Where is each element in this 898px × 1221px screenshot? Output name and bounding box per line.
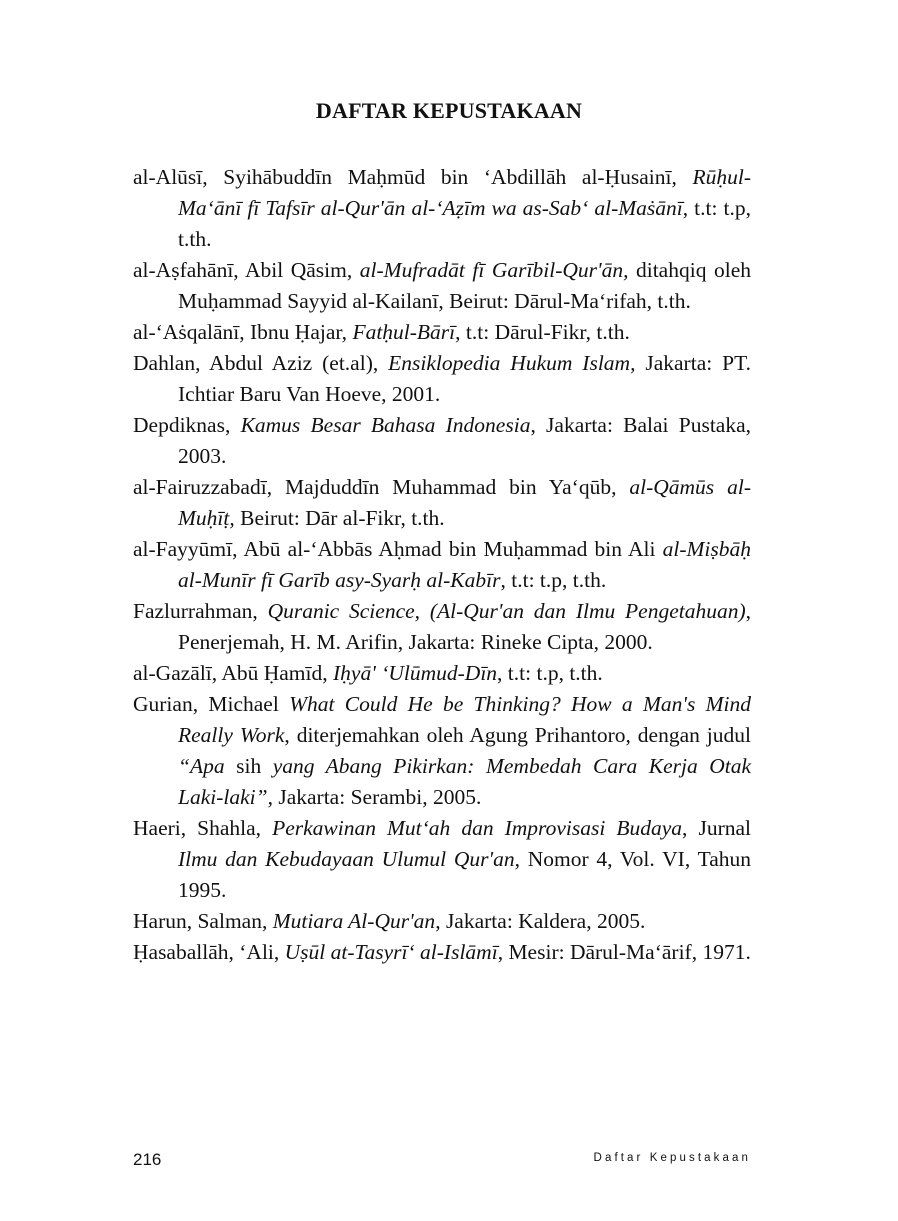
bibliography-entry <box>133 534 751 596</box>
entry-text: Fazlurrahman, <box>133 599 268 623</box>
entry-text: , Jurnal <box>682 816 751 840</box>
bibliography-entry <box>133 317 751 348</box>
entry-text: , Jakarta: Balai Pustaka, 2003. <box>178 413 752 468</box>
entry-title-text: Fatḥul-Bārī <box>352 320 456 344</box>
entry-text: al-Fairuzzabadī, Majduddīn Muhammad bin Ya‘qūb, <box>133 475 630 499</box>
entry-text: , Nomor 4, Vol. VI, Tahun 1995. <box>178 847 752 902</box>
entry-title-text: Ilmu dan Kebudayaan Ulumul Qur'an <box>178 847 515 871</box>
bibliography-entry <box>133 689 751 813</box>
bibliography-entry <box>133 596 751 658</box>
entry-text: al-Fayyūmī, Abū al-‘Abbās Aḥmad bin Muḥammad bin Ali <box>133 537 663 561</box>
entry-text: al-Alūsī, Syihābuddīn Maḥmūd bin ‘Abdillāh al-Ḥusainī, <box>133 165 693 189</box>
bibliography-entry <box>133 906 751 937</box>
bibliography-entry <box>133 348 751 410</box>
entry-title-text: al-Mufradāt fī Garībil-Qur'ān, <box>359 258 629 282</box>
entry-text: Beirut: Dār al-Fikr, t.th. <box>234 506 445 530</box>
entry-text: Jakarta: PT. Ichtiar Baru Van Hoeve, 2001. <box>178 351 751 406</box>
entry-text: , diterjemahkan oleh Agung Prihantoro, dengan judul <box>284 723 751 747</box>
page-number: 216 <box>133 1150 162 1169</box>
entry-text: al-Aṣfahānī, Abil Qāsim, <box>133 258 360 282</box>
entry-text: ditahqiq oleh Muḥammad Sayyid al-Kailanī, Beirut: Dārul-Ma‘rifah, t.th. <box>178 258 751 313</box>
entry-text: al-‘Aṡqalānī, Ibnu Ḥajar, <box>133 320 353 344</box>
page-title: DAFTAR KEPUSTAKAAN <box>315 98 583 123</box>
entry-title-text: What Could He be Thinking? How a Man's Mind Really Work <box>178 692 751 747</box>
entry-title-text: Kamus Besar Bahasa Indonesia <box>240 413 531 437</box>
entry-text: , t.t: t.p, t.th. <box>500 568 607 592</box>
entry-text: Harun, Salman, <box>133 909 273 933</box>
entry-text: , t.t: t.p, t.th. <box>497 661 603 685</box>
entry-text: Gurian, Michael <box>133 692 290 716</box>
entry-text: al-Gazālī, Abū Ḥamīd, <box>133 661 334 685</box>
bibliography-entry <box>133 472 751 534</box>
bibliography-entry <box>133 813 751 906</box>
entry-title-text: al-Qāmūs al-Muḥīṭ, <box>178 475 751 530</box>
entry-text: Depdiknas, <box>133 413 241 437</box>
entry-text: , t.t: t.p, t.th. <box>178 196 751 251</box>
entry-title-text: “Apa <box>178 754 225 778</box>
bibliography-entry <box>133 410 751 472</box>
entry-text: Haeri, Shahla, <box>133 816 273 840</box>
entry-text: , t.t: Dārul-Fikr, t.th. <box>455 320 630 344</box>
bibliography-entry <box>133 658 751 689</box>
entry-title-text: yang Abang Pikirkan: Membedah Cara Kerja Otak Laki-laki” <box>178 754 752 809</box>
bibliography-list <box>133 162 751 968</box>
entry-title-text: Uṣūl at-Tasyrī‘ al-Islāmī <box>284 940 498 964</box>
entry-text: Ḥasaballāh, ‘Ali, <box>133 940 285 964</box>
bibliography-entry <box>133 255 751 317</box>
entry-text: , Jakarta: Serambi, 2005. <box>267 785 482 809</box>
bibliography-entry <box>133 162 751 255</box>
entry-title-text: Perkawinan Mut‘ah dan Improvisasi Budaya <box>272 816 683 840</box>
entry-text: sih <box>224 754 273 778</box>
entry-title-text: Rūḥul-Ma‘ānī fī Tafsīr al-Qur'ān al-‘Aẓīm wa as-Sab‘ al-Maṡānī <box>178 165 751 220</box>
entry-title-text: Mutiara Al-Qur'an <box>272 909 436 933</box>
entry-title-text: al-Miṣbāḥ al-Munīr fī Garīb asy-Syarḥ al-Kabīr <box>178 537 751 592</box>
entry-title-text: Ensiklopedia Hukum Islam, <box>388 351 636 375</box>
bibliography-entry <box>133 937 751 968</box>
entry-title-text: Iḥyā' ‘Ulūmud-Dīn <box>333 661 498 685</box>
entry-text: , Penerjemah, H. M. Arifin, Jakarta: Rineke Cipta, 2000. <box>178 599 751 654</box>
running-footer: Daftar Kepustakaan <box>593 1152 751 1164</box>
entry-text: , Mesir: Dārul-Ma‘ārif, 1971. <box>497 940 751 964</box>
entry-text: Dahlan, Abdul Aziz (et.al), <box>133 351 389 375</box>
entry-text: , Jakarta: Kaldera, 2005. <box>435 909 646 933</box>
entry-title-text: Quranic Science, (Al-Qur'an dan Ilmu Pengetahuan) <box>267 599 746 623</box>
